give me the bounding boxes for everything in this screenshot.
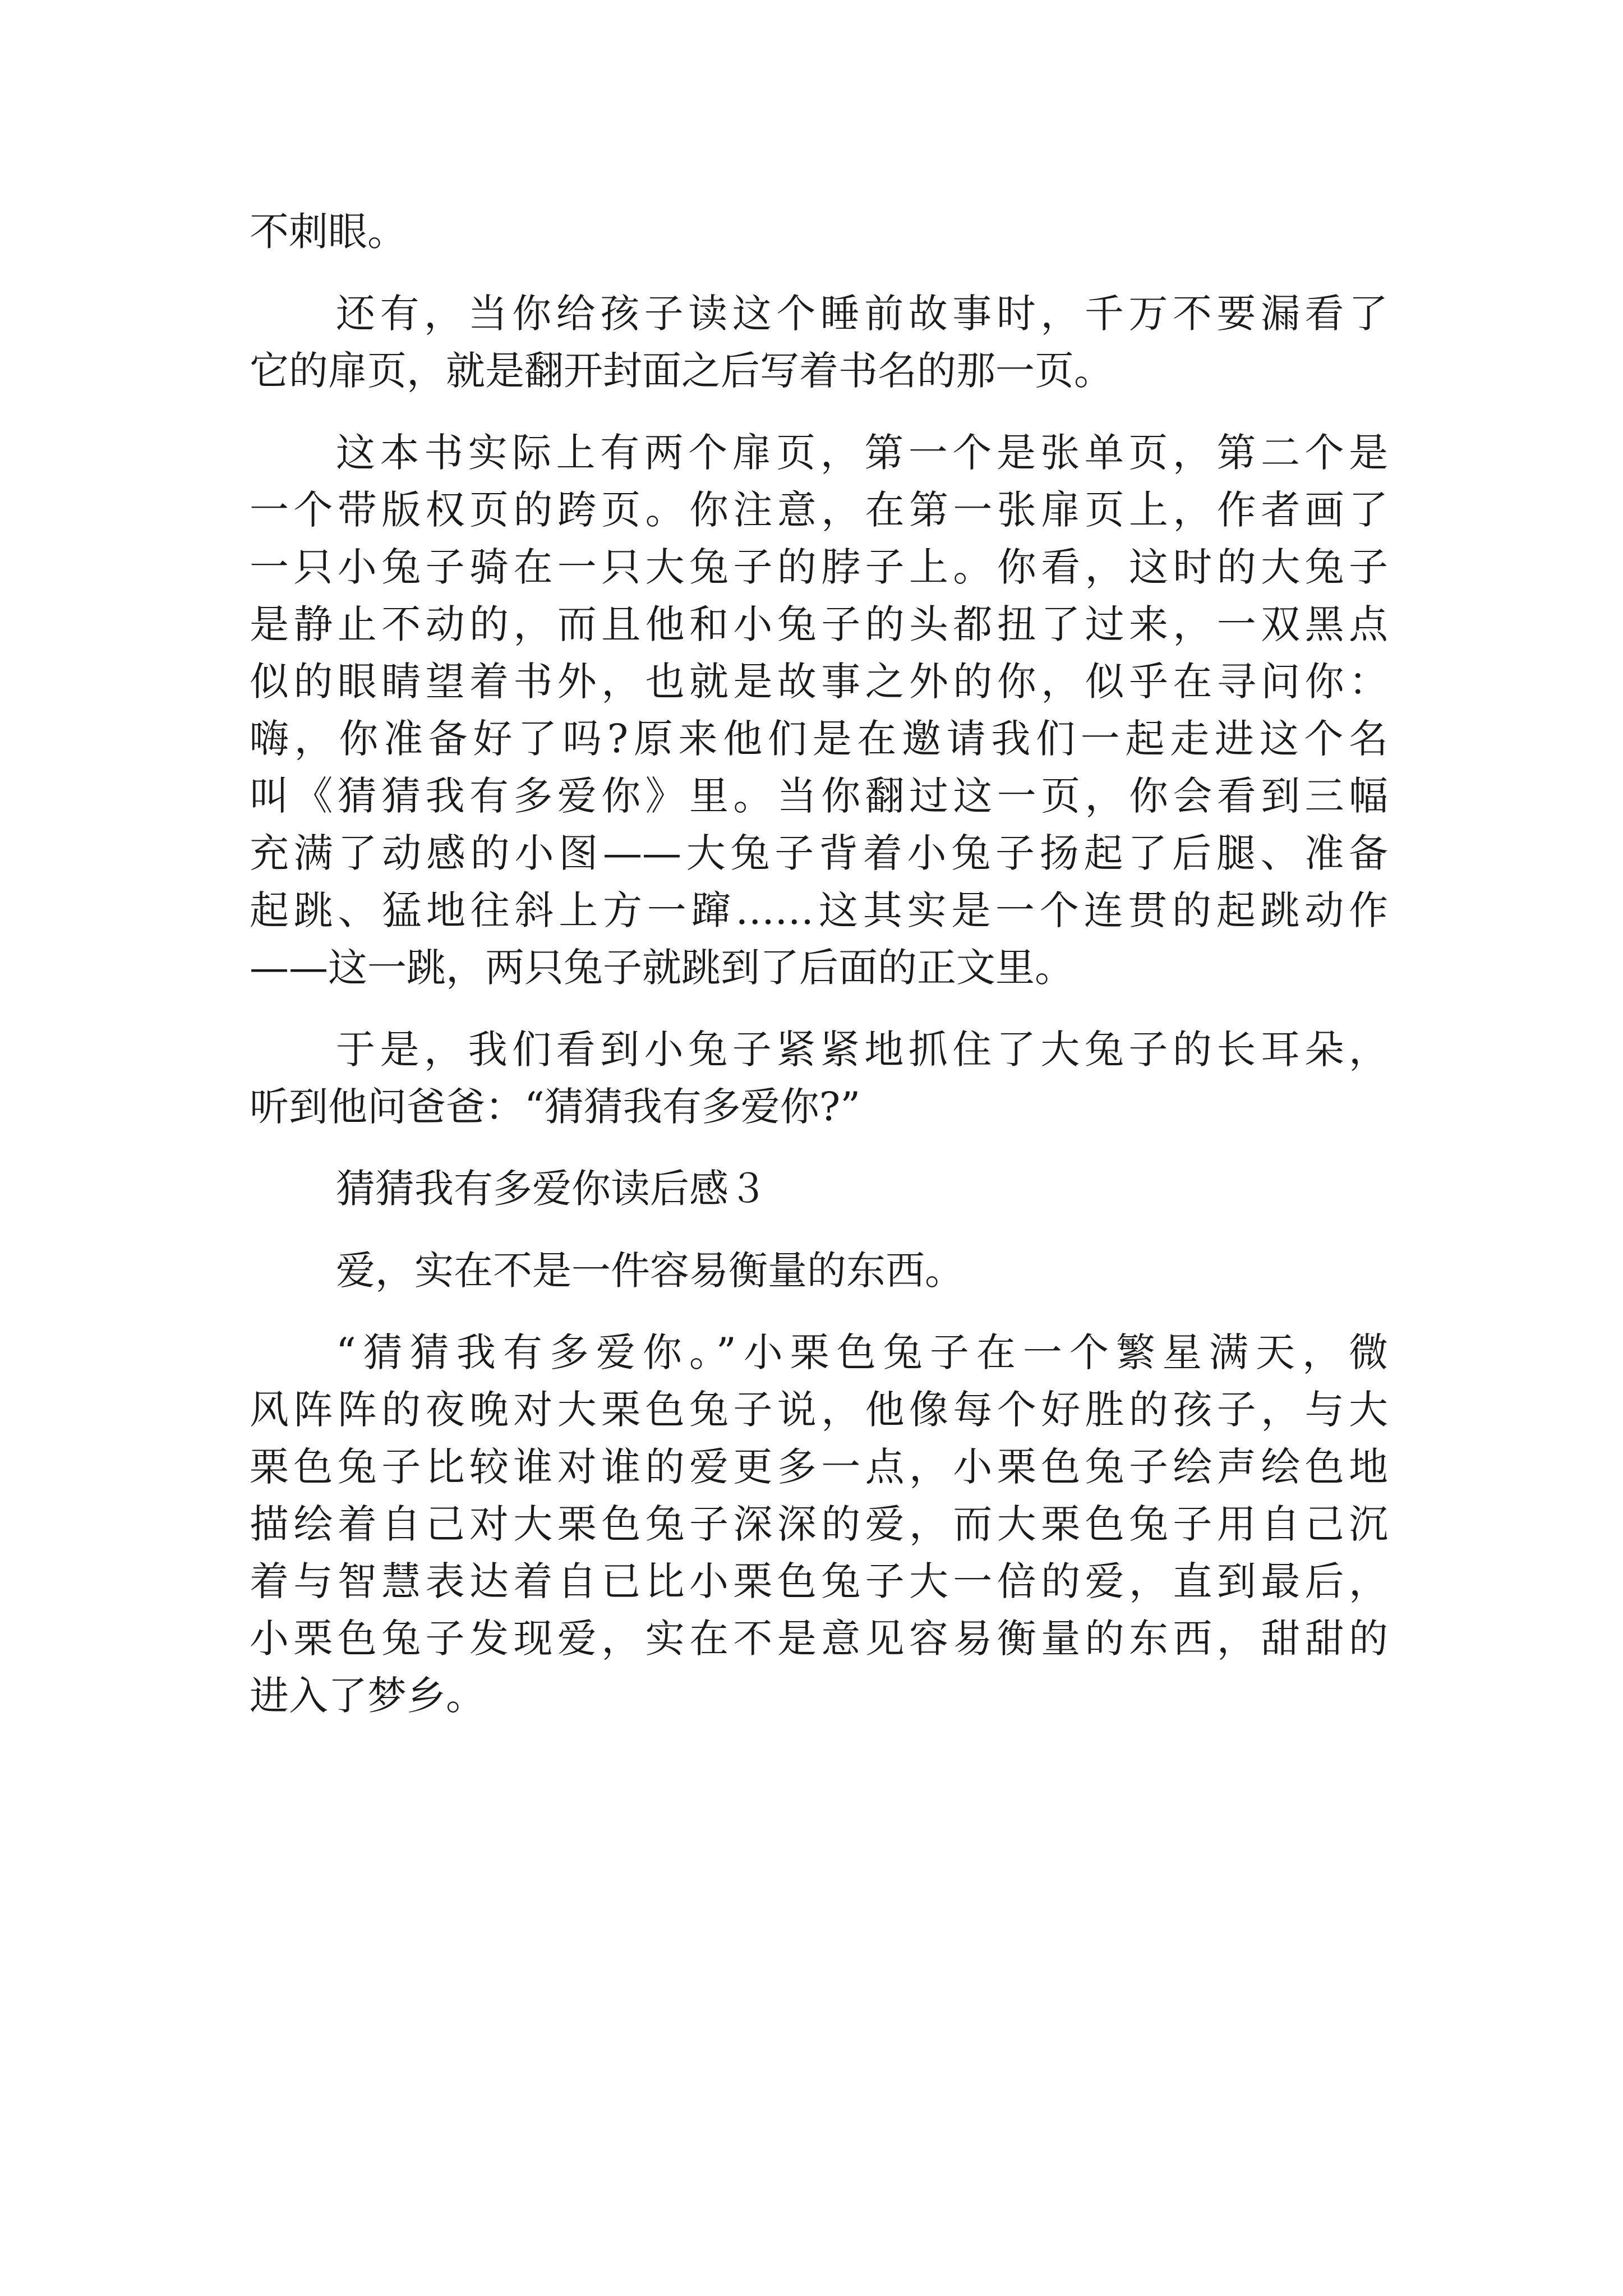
paragraph	[250, 424, 1388, 996]
section-heading	[250, 1160, 1388, 1217]
text-line: 这本书实际上有两个扉页，第一个是张单页，第二个是	[336, 430, 1388, 476]
body-text	[250, 203, 1388, 1724]
text-line: 着与智慧表达着自已比小栗色兔子大一倍的爱，直到最后，	[250, 1558, 1388, 1604]
text-line: 似的眼睛望着书外，也就是故事之外的你，似乎在寻问你：	[250, 659, 1388, 705]
text-line: 听到他问爸爸：“猜猜我有多爱你?”	[250, 1084, 861, 1130]
text-line: 叫《猜猜我有多爱你》里。当你翻过这一页，你会看到三幅	[250, 773, 1388, 819]
paragraph	[250, 1242, 1388, 1299]
text-line: 进入了梦乡。	[250, 1673, 485, 1719]
text-line: 还有，当你给孩子读这个睡前故事时，千万不要漏看了	[336, 291, 1388, 337]
text-line: 于是，我们看到小兔子紧紧地抓住了大兔子的长耳朵，	[336, 1027, 1388, 1073]
text-line: “猜猜我有多爱你。”小栗色兔子在一个繁星满天，微	[336, 1329, 1388, 1375]
text-line: 爱，实在不是一件容易衡量的东西。	[336, 1248, 964, 1294]
text-line: 起跳、猛地往斜上方一蹿……这其实是一个连贯的起跳动作	[250, 887, 1388, 933]
paragraph	[250, 1021, 1388, 1135]
text-line: 不刺眼。	[250, 209, 407, 255]
text-line: 充满了动感的小图——大兔子背着小兔子扬起了后腿、准备	[250, 830, 1388, 876]
paragraph	[250, 1324, 1388, 1724]
text-line: 小栗色兔子发现爱，实在不是意见容易衡量的东西，甜甜的	[250, 1616, 1388, 1662]
text-line: 栗色兔子比较谁对谁的爱更多一点，小栗色兔子绘声绘色地	[250, 1444, 1388, 1490]
text-line: 风阵阵的夜晚对大栗色兔子说，他像每个好胜的孩子，与大	[250, 1387, 1388, 1433]
text-line: 一只小兔子骑在一只大兔子的脖子上。你看，这时的大兔子	[250, 544, 1388, 590]
text-line: 嗨，你准备好了吗?原来他们是在邀请我们一起走进这个名	[250, 716, 1388, 762]
text-line: ——这一跳，两只兔子就跳到了后面的正文里。	[250, 945, 1074, 991]
text-line: 它的扉页，就是翻开封面之后写着书名的那一页。	[250, 348, 1113, 394]
text-line: 描绘着自己对大栗色兔子深深的爱，而大栗色兔子用自己沉	[250, 1501, 1388, 1547]
paragraph	[250, 285, 1388, 399]
text-line: 是静止不动的，而且他和小兔子的头都扭了过来，一双黑点	[250, 601, 1388, 647]
text-line: 一个带版权页的跨页。你注意，在第一张扉页上，作者画了	[250, 487, 1388, 533]
text-line: 猜猜我有多爱你读后感３	[336, 1166, 768, 1212]
paragraph	[250, 203, 1388, 260]
